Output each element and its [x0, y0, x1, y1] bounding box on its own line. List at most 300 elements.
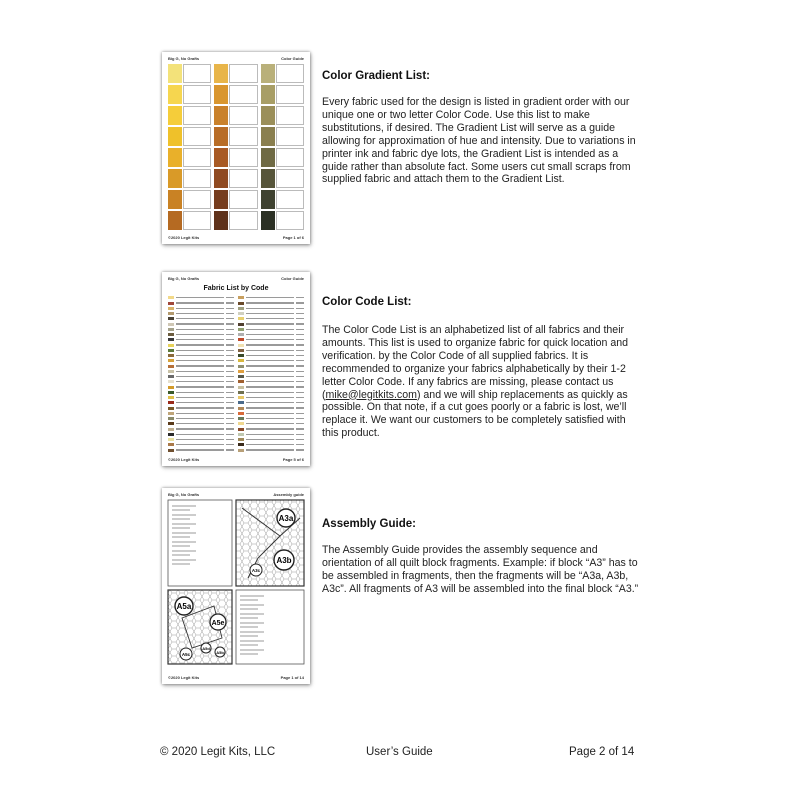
- fabric-swatch: [238, 449, 244, 452]
- fabric-swatch: [238, 370, 244, 373]
- code-list-row: [238, 307, 304, 311]
- gradient-swatch-row: [261, 148, 304, 167]
- fabric-swatch: [238, 328, 244, 331]
- gradient-swatch-row: [168, 148, 211, 167]
- fabric-name-line: [176, 344, 224, 345]
- gradient-swatch-row: [214, 85, 257, 104]
- gradient-swatch-grid: [168, 64, 304, 230]
- gradient-swatch-row: [214, 148, 257, 167]
- fabric-amount-line: [226, 439, 234, 440]
- swatch-label-box: [229, 190, 257, 209]
- fabric-swatch: [168, 359, 174, 362]
- fabric-amount-line: [226, 444, 234, 445]
- fabric-swatch: [238, 396, 244, 399]
- fabric-name-line: [246, 350, 294, 351]
- fabric-amount-line: [296, 397, 304, 398]
- assembly-guide-thumbnail: [162, 488, 310, 684]
- gradient-swatch-row: [168, 106, 211, 125]
- swatch-label-box: [229, 169, 257, 188]
- fabric-amount-line: [296, 376, 304, 377]
- code-list-row: [238, 338, 304, 342]
- fabric-amount-line: [296, 297, 304, 298]
- fabric-amount-line: [296, 350, 304, 351]
- gradient-swatch-row: [214, 64, 257, 83]
- code-list-row: [168, 396, 234, 400]
- fabric-amount-line: [226, 418, 234, 419]
- fabric-amount-line: [296, 392, 304, 393]
- code-list-row: [168, 385, 234, 389]
- fabric-amount-line: [296, 439, 304, 440]
- fabric-swatch: [238, 428, 244, 431]
- assembly-guide-body: The Assembly Guide provides the assembly sequence and orientation of all quilt block fragments. Example: if block “A3” has to be assembled in fragments, then the fragments will be “A3a, A3b, A3c”. All fragments of A3 will be assembled into the final block “A3.”: [322, 544, 639, 595]
- fabric-swatch: [168, 323, 174, 326]
- fabric-amount-line: [226, 318, 234, 319]
- code-list-row: [238, 438, 304, 442]
- fabric-amount-line: [296, 360, 304, 361]
- fabric-swatch: [168, 412, 174, 415]
- gradient-swatch-row: [261, 127, 304, 146]
- fabric-swatch: [261, 64, 275, 83]
- fabric-name-line: [176, 334, 224, 335]
- code-list-row: [238, 443, 304, 447]
- fabric-amount-line: [296, 308, 304, 309]
- code-list-body-text-1: The Color Code List is an alphabetized list of all fabrics and their amounts. This list is used to organize fabric for quick location and verification. by the Color Code of all supplied fabrics. It is recommended to organize your fabrics alphabetically by their 1-2 letter Color Code. If any fabrics are missing, please contact us (: [322, 324, 629, 401]
- fabric-name-line: [246, 407, 294, 408]
- swatch-label-box: [229, 64, 257, 83]
- fabric-name-line: [246, 449, 294, 450]
- fabric-swatch: [168, 333, 174, 336]
- code-list-row: [238, 427, 304, 431]
- gradient-swatch-row: [168, 85, 211, 104]
- fabric-swatch: [238, 307, 244, 310]
- fabric-name-line: [176, 423, 224, 424]
- swatch-label-box: [183, 127, 211, 146]
- swatch-label-box: [276, 211, 304, 230]
- code-list-row: [238, 301, 304, 305]
- fabric-amount-line: [296, 365, 304, 366]
- code-list-row: [238, 375, 304, 379]
- code-list-row: [168, 406, 234, 410]
- code-list-row: [168, 301, 234, 305]
- thumb-footer-right: Page 5 of 6: [282, 457, 304, 462]
- fabric-swatch: [168, 417, 174, 420]
- fabric-name-line: [176, 449, 224, 450]
- contact-email-link[interactable]: mike@legitkits.com: [325, 388, 417, 401]
- fabric-name-line: [246, 434, 294, 435]
- code-list-row: [238, 328, 304, 332]
- swatch-label-box: [276, 127, 304, 146]
- code-list-row: [238, 359, 304, 363]
- fabric-swatch: [168, 302, 174, 305]
- code-list-row: [168, 349, 234, 353]
- fabric-swatch: [261, 190, 275, 209]
- thumb-footer-right: Page 1 of 6: [282, 235, 304, 240]
- fabric-swatch: [214, 211, 228, 230]
- gradient-swatch-row: [214, 190, 257, 209]
- fabric-swatch: [238, 302, 244, 305]
- fabric-name-line: [246, 397, 294, 398]
- fabric-name-line: [176, 318, 224, 319]
- fabric-name-line: [246, 423, 294, 424]
- code-list-row: [168, 375, 234, 379]
- fabric-amount-line: [296, 355, 304, 356]
- code-list-row: [168, 312, 234, 316]
- gradient-swatch-row: [261, 85, 304, 104]
- fabric-swatch: [238, 349, 244, 352]
- fabric-swatch: [238, 386, 244, 389]
- fabric-name-line: [246, 413, 294, 414]
- fabric-amount-line: [296, 434, 304, 435]
- code-list-row: [238, 370, 304, 374]
- fabric-amount-line: [296, 386, 304, 387]
- swatch-label-box: [183, 190, 211, 209]
- fabric-amount-line: [226, 407, 234, 408]
- fabric-swatch: [168, 190, 182, 209]
- fabric-swatch: [168, 433, 174, 436]
- fabric-swatch: [238, 317, 244, 320]
- fabric-swatch: [168, 349, 174, 352]
- code-list-row: [168, 343, 234, 347]
- fabric-amount-line: [296, 323, 304, 324]
- code-list-row: [168, 422, 234, 426]
- fabric-amount-line: [226, 344, 234, 345]
- fabric-swatch: [214, 85, 228, 104]
- thumb-header-left: Big G, No Grafts: [168, 492, 200, 497]
- code-list-row: [238, 417, 304, 421]
- fabric-amount-line: [226, 297, 234, 298]
- code-list-row: [238, 448, 304, 452]
- code-list-title: Color Code List:: [322, 296, 412, 308]
- fabric-swatch: [238, 380, 244, 383]
- code-list-row: [168, 364, 234, 368]
- code-list-row: [238, 380, 304, 384]
- fabric-swatch: [168, 354, 174, 357]
- fabric-name-line: [246, 323, 294, 324]
- code-list-row: [168, 317, 234, 321]
- swatch-label-box: [276, 64, 304, 83]
- fabric-name-line: [246, 318, 294, 319]
- fabric-swatch: [168, 312, 174, 315]
- code-list-row: [238, 391, 304, 395]
- gradient-list-body: Every fabric used for the design is listed in gradient order with our unique one or two letter Color Code. Use this list to make substitutions, if desired. The Gradient List will serve as a guide allowing for approximation of hue and intensity. Due to variations in printer ink and fabric dye lots, the Gradient List is intended as a guide rather than absolute fact. Some users cut small scraps from supplied fabric and attach them to the Gradient List.: [322, 96, 636, 186]
- code-list-row: [168, 433, 234, 437]
- label-a5a: A5a: [176, 602, 192, 611]
- fabric-amount-line: [296, 339, 304, 340]
- code-list-row: [168, 443, 234, 447]
- fabric-swatch: [168, 64, 182, 83]
- code-list-row: [238, 422, 304, 426]
- fabric-swatch: [238, 422, 244, 425]
- fabric-name-line: [246, 360, 294, 361]
- fabric-name-line: [246, 444, 294, 445]
- code-list-body: [322, 324, 640, 440]
- thumb-header-left: Big G, No Grafts: [168, 276, 200, 281]
- label-a3b: A3b: [276, 556, 292, 565]
- fabric-name-line: [176, 428, 224, 429]
- fabric-name-line: [176, 355, 224, 356]
- fabric-amount-line: [296, 428, 304, 429]
- fabric-swatch: [168, 449, 174, 452]
- code-list-row: [238, 312, 304, 316]
- fabric-swatch: [168, 443, 174, 446]
- swatch-label-box: [229, 85, 257, 104]
- fabric-name-line: [176, 386, 224, 387]
- fabric-name-line: [246, 355, 294, 356]
- gradient-swatch-row: [168, 190, 211, 209]
- fabric-amount-line: [226, 397, 234, 398]
- fabric-swatch: [214, 64, 228, 83]
- gradient-swatch-row: [261, 106, 304, 125]
- swatch-label-box: [229, 106, 257, 125]
- swatch-label-box: [183, 106, 211, 125]
- fabric-amount-line: [296, 402, 304, 403]
- fabric-name-line: [246, 302, 294, 303]
- fabric-swatch: [238, 354, 244, 357]
- fabric-amount-line: [296, 413, 304, 414]
- fabric-name-line: [176, 413, 224, 414]
- fabric-name-line: [176, 397, 224, 398]
- fabric-name-line: [246, 418, 294, 419]
- code-list-row: [168, 354, 234, 358]
- fabric-name-line: [176, 365, 224, 366]
- fabric-name-line: [176, 360, 224, 361]
- fabric-name-line: [246, 439, 294, 440]
- fabric-amount-line: [226, 350, 234, 351]
- fabric-name-line: [246, 297, 294, 298]
- fabric-swatch: [261, 85, 275, 104]
- fabric-amount-line: [226, 428, 234, 429]
- thumb-header-left: Big G, No Grafts: [168, 56, 200, 61]
- fabric-swatch: [168, 127, 182, 146]
- swatch-label-box: [229, 127, 257, 146]
- fabric-swatch: [168, 375, 174, 378]
- fabric-swatch: [238, 417, 244, 420]
- fabric-swatch: [214, 169, 228, 188]
- code-list-row: [168, 307, 234, 311]
- fabric-name-line: [176, 371, 224, 372]
- label-a5b: A5b: [216, 650, 224, 655]
- code-list-row: [168, 391, 234, 395]
- fabric-name-line: [246, 365, 294, 366]
- fabric-name-line: [176, 313, 224, 314]
- code-list-thumbnail: [162, 272, 310, 466]
- fabric-amount-line: [226, 381, 234, 382]
- thumb-footer-left: ©2020 Legit Kits: [168, 235, 200, 240]
- fabric-name-line: [176, 392, 224, 393]
- swatch-label-box: [276, 169, 304, 188]
- fabric-swatch: [168, 169, 182, 188]
- fabric-swatch: [214, 127, 228, 146]
- swatch-label-box: [276, 148, 304, 167]
- fabric-name-line: [176, 439, 224, 440]
- fabric-swatch: [168, 296, 174, 299]
- fabric-swatch: [238, 401, 244, 404]
- fabric-name-line: [176, 329, 224, 330]
- fabric-name-line: [246, 334, 294, 335]
- thumb-header-right: Assembly guide: [273, 492, 304, 497]
- fabric-amount-line: [226, 360, 234, 361]
- fabric-name-line: [176, 350, 224, 351]
- fabric-name-line: [176, 381, 224, 382]
- label-a5c: A5c: [181, 652, 191, 657]
- fabric-amount-line: [296, 334, 304, 335]
- swatch-label-box: [276, 106, 304, 125]
- fabric-name-line: [176, 434, 224, 435]
- fabric-name-line: [246, 313, 294, 314]
- code-list-columns: [168, 296, 304, 452]
- code-list-row: [238, 406, 304, 410]
- fabric-swatch: [168, 401, 174, 404]
- code-list-row: [168, 438, 234, 442]
- label-a5e: A5e: [211, 620, 225, 627]
- gradient-swatch-row: [214, 127, 257, 146]
- fabric-name-line: [176, 302, 224, 303]
- fabric-amount-line: [226, 339, 234, 340]
- gradient-swatch-row: [168, 64, 211, 83]
- fabric-swatch: [261, 148, 275, 167]
- fabric-swatch: [168, 386, 174, 389]
- assembly-guide-title: Assembly Guide:: [322, 518, 416, 530]
- thumb-header-right: Color Guide: [281, 56, 304, 61]
- swatch-label-box: [183, 64, 211, 83]
- footer-title: User’s Guide: [366, 746, 433, 758]
- fabric-amount-line: [226, 365, 234, 366]
- fabric-swatch: [168, 328, 174, 331]
- gradient-swatch-row: [261, 64, 304, 83]
- fabric-name-line: [176, 297, 224, 298]
- fabric-swatch: [168, 370, 174, 373]
- code-list-row: [168, 380, 234, 384]
- fabric-swatch: [238, 412, 244, 415]
- fabric-amount-line: [226, 334, 234, 335]
- fabric-name-line: [176, 444, 224, 445]
- fabric-swatch: [214, 106, 228, 125]
- fabric-amount-line: [226, 423, 234, 424]
- code-list-row: [168, 401, 234, 405]
- fabric-swatch: [168, 407, 174, 410]
- fabric-amount-line: [226, 371, 234, 372]
- fabric-swatch: [168, 438, 174, 441]
- fabric-swatch: [238, 359, 244, 362]
- label-a5d: A5d: [202, 646, 210, 651]
- fabric-amount-line: [226, 413, 234, 414]
- fabric-amount-line: [296, 407, 304, 408]
- fabric-name-line: [246, 386, 294, 387]
- fabric-swatch: [238, 344, 244, 347]
- fabric-name-line: [176, 376, 224, 377]
- fabric-amount-line: [296, 313, 304, 314]
- gradient-swatch-row: [168, 127, 211, 146]
- code-list-row: [238, 349, 304, 353]
- code-list-row: [238, 296, 304, 300]
- fabric-amount-line: [226, 402, 234, 403]
- fabric-amount-line: [296, 444, 304, 445]
- fabric-swatch: [168, 338, 174, 341]
- label-a3c: A3c: [251, 568, 261, 573]
- fabric-amount-line: [296, 418, 304, 419]
- fabric-swatch: [238, 433, 244, 436]
- code-list-row: [168, 359, 234, 363]
- fabric-amount-line: [226, 434, 234, 435]
- fabric-name-line: [246, 339, 294, 340]
- code-list-row: [238, 343, 304, 347]
- gradient-swatch-row: [168, 169, 211, 188]
- swatch-label-box: [183, 169, 211, 188]
- fabric-amount-line: [226, 302, 234, 303]
- code-list-row: [238, 385, 304, 389]
- fabric-swatch: [168, 391, 174, 394]
- fabric-name-line: [246, 402, 294, 403]
- code-list-row: [168, 338, 234, 342]
- fabric-swatch: [261, 211, 275, 230]
- fabric-name-line: [246, 344, 294, 345]
- swatch-label-box: [183, 85, 211, 104]
- fabric-name-line: [176, 418, 224, 419]
- fabric-swatch: [238, 312, 244, 315]
- fabric-amount-line: [226, 329, 234, 330]
- swatch-label-box: [276, 190, 304, 209]
- fabric-swatch: [168, 422, 174, 425]
- fabric-name-line: [246, 392, 294, 393]
- gradient-swatch-row: [214, 106, 257, 125]
- fabric-name-line: [176, 339, 224, 340]
- fabric-swatch: [214, 148, 228, 167]
- fabric-amount-line: [226, 313, 234, 314]
- gradient-column: [261, 64, 304, 230]
- fabric-swatch: [168, 428, 174, 431]
- gradient-column: [214, 64, 257, 230]
- code-list-row: [168, 296, 234, 300]
- fabric-name-line: [176, 323, 224, 324]
- swatch-label-box: [229, 148, 257, 167]
- fabric-name-line: [246, 371, 294, 372]
- fabric-name-line: [246, 381, 294, 382]
- fabric-swatch: [168, 317, 174, 320]
- fabric-amount-line: [226, 323, 234, 324]
- code-list-row: [238, 396, 304, 400]
- fabric-amount-line: [296, 302, 304, 303]
- swatch-label-box: [183, 211, 211, 230]
- fabric-swatch: [168, 307, 174, 310]
- footer-copyright: © 2020 Legit Kits, LLC: [160, 746, 276, 758]
- fabric-name-line: [246, 308, 294, 309]
- fabric-amount-line: [226, 386, 234, 387]
- swatch-label-box: [229, 211, 257, 230]
- code-list-row: [238, 354, 304, 358]
- fabric-swatch: [238, 375, 244, 378]
- gradient-list-thumbnail: [162, 52, 310, 244]
- gradient-list-title: Color Gradient List:: [322, 70, 430, 82]
- thumb-footer-left: ©2020 Legit Kits: [168, 457, 200, 462]
- fabric-name-line: [176, 402, 224, 403]
- code-list-row: [238, 364, 304, 368]
- fabric-amount-line: [226, 376, 234, 377]
- fabric-amount-line: [226, 355, 234, 356]
- swatch-label-box: [183, 148, 211, 167]
- fabric-swatch: [238, 338, 244, 341]
- thumb-header-right: Color Guide: [281, 276, 304, 281]
- footer-page-number: Page 2 of 14: [569, 746, 635, 758]
- fabric-amount-line: [226, 449, 234, 450]
- fabric-amount-line: [296, 344, 304, 345]
- fabric-swatch: [238, 365, 244, 368]
- fabric-swatch: [168, 365, 174, 368]
- fabric-swatch: [238, 407, 244, 410]
- code-list-row: [168, 370, 234, 374]
- code-list-body-text-2: ) and we will ship replacements as quickly as possible. On that note, if a cut goes poorly or a fabric is lost, we’ll replace it. We want our customers to be completely satisfied with this product.: [322, 388, 628, 440]
- label-a3a: A3a: [278, 514, 294, 523]
- fabric-swatch: [214, 190, 228, 209]
